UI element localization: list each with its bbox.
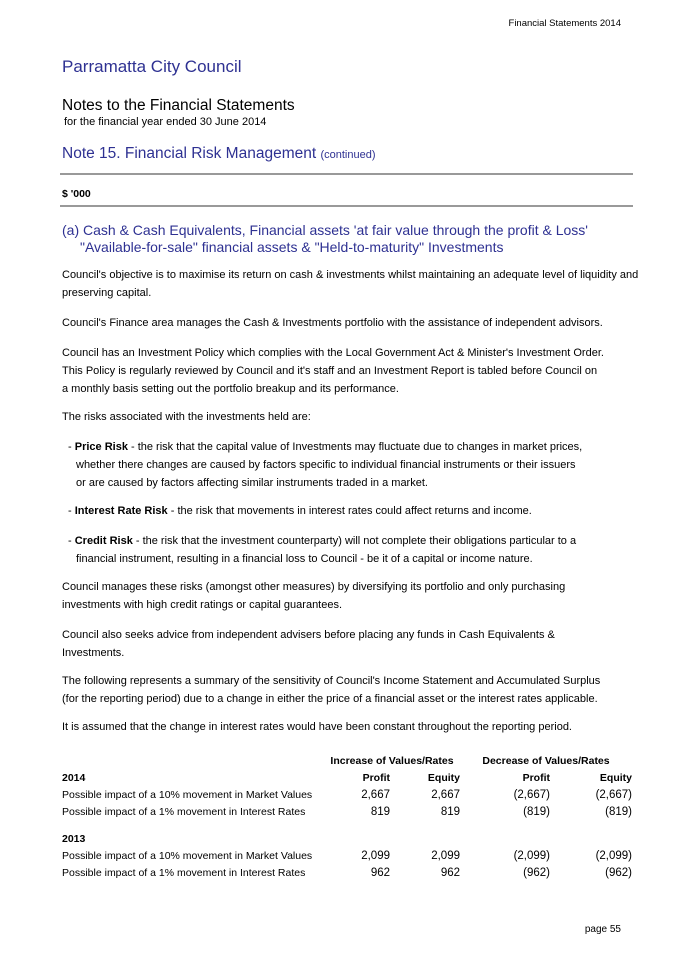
paragraph-sensitivity <box>62 672 642 708</box>
risk-item-price <box>68 438 638 492</box>
col-header-profit: Profit <box>362 771 390 784</box>
paragraph-line: (for the reporting period) due to a change in either the price of a financial asset or the interest rates applicable. <box>62 693 598 705</box>
cell-dec-equity: (2,667) <box>595 788 632 801</box>
note-title-text: Note 15. Financial Risk Management <box>62 145 317 162</box>
cell-inc-profit: 819 <box>370 805 390 818</box>
risk-item-credit <box>68 532 638 568</box>
paragraph-line: investments with high credit ratings or capital guarantees. <box>62 599 343 611</box>
cell-dec-profit: (2,099) <box>513 849 550 862</box>
cell-inc-equity: 819 <box>440 805 460 818</box>
council-name: Parramatta City Council <box>62 57 242 76</box>
risk-line: financial instrument, resulting in a financial loss to Council - be it of a capital or income nature. <box>76 553 533 565</box>
risk-text: - the risk that the capital value of Investments may fluctuate due to changes in market prices, <box>127 441 583 453</box>
paragraph-line: a monthly basis setting out the portfolio breakup and its performance. <box>62 383 399 395</box>
group-increase-header: Increase of Values/Rates <box>330 754 454 767</box>
risk-line: - Price Risk - the risk that the capital value of Investments may fluctuate due to changes in market prices, <box>68 441 583 453</box>
table-row <box>62 864 632 881</box>
risk-term: Price Risk <box>74 441 128 453</box>
risk-item-interest <box>68 502 638 520</box>
row-label: Possible impact of a 1% movement in Interest Rates <box>62 805 306 818</box>
cell-dec-equity: (962) <box>605 866 632 879</box>
year-label: 2013 <box>62 832 86 845</box>
group-decrease-header: Decrease of Values/Rates <box>482 754 610 767</box>
paragraph-risks-intro: The risks associated with the investments held are: <box>62 411 311 423</box>
section-heading <box>62 222 642 256</box>
notes-title: Notes to the Financial Statements <box>62 97 295 114</box>
note-title <box>62 145 376 163</box>
table-group-header-row <box>62 752 632 769</box>
running-header: Financial Statements 2014 <box>508 18 621 29</box>
risk-term: Interest Rate Risk <box>74 505 168 517</box>
cell-inc-profit: 2,667 <box>361 788 390 801</box>
table-spacer-row <box>62 820 632 830</box>
cell-dec-equity: (2,099) <box>595 849 632 862</box>
paragraph-assumption: It is assumed that the change in interest rates would have been constant throughout the reporting period. <box>62 721 572 733</box>
cell-inc-profit: 962 <box>370 866 390 879</box>
col-header-equity: Equity <box>427 771 460 784</box>
paragraph-line: Council also seeks advice from independent advisers before placing any funds in Cash Equivalents & <box>62 629 555 641</box>
notes-subtitle: for the financial year ended 30 June 2014 <box>64 116 267 128</box>
cell-inc-equity: 2,667 <box>431 788 460 801</box>
note-continued: (continued) <box>320 149 376 161</box>
unit-label: $ '000 <box>62 188 91 200</box>
col-header-equity: Equity <box>599 771 632 784</box>
col-header-profit: Profit <box>522 771 550 784</box>
table-year-row <box>62 830 632 847</box>
paragraph-manage-risks <box>62 578 642 614</box>
cell-inc-equity: 962 <box>440 866 460 879</box>
table-row <box>62 803 632 820</box>
cell-inc-equity: 2,099 <box>431 849 460 862</box>
risk-line: or are caused by factors affecting similar instruments traded in a market. <box>76 477 428 489</box>
paragraph-objective: Council's objective is to maximise its return on cash & investments whilst maintaining an adequate level of liquidity and preserving capital. <box>62 269 639 299</box>
risk-line: whether there changes are caused by factors specific to individual financial instruments or their issuers <box>76 459 576 471</box>
cell-inc-profit: 2,099 <box>361 849 390 862</box>
row-label: Possible impact of a 10% movement in Market Values <box>62 788 313 801</box>
paragraph-line: Council manages these risks (amongst other measures) by diversifying its portfolio and only purchasing <box>62 581 566 593</box>
page-number: page 55 <box>584 924 621 935</box>
year-label: 2014 <box>62 771 86 784</box>
cell-dec-profit: (819) <box>523 805 550 818</box>
table-row <box>62 847 632 864</box>
cell-dec-profit: (962) <box>523 866 550 879</box>
row-label: Possible impact of a 1% movement in Interest Rates <box>62 866 306 879</box>
table-row <box>62 786 632 803</box>
risk-line: - Interest Rate Risk - the risk that movements in interest rates could affect returns and income. <box>68 505 532 517</box>
divider-bottom <box>60 205 633 207</box>
cell-dec-profit: (2,667) <box>513 788 550 801</box>
paragraph-line: Council has an Investment Policy which complies with the Local Government Act & Minister's Investment Order. <box>62 347 604 359</box>
section-heading-line1: (a) Cash & Cash Equivalents, Financial assets 'at fair value through the profit & Loss' <box>62 222 588 238</box>
divider-top <box>60 173 633 175</box>
paragraph-investment-policy <box>62 344 642 398</box>
sensitivity-table <box>62 752 632 881</box>
paragraph-line: This Policy is regularly reviewed by Council and it's staff and an Investment Report is tabled before Council on <box>62 365 598 377</box>
row-label: Possible impact of a 10% movement in Market Values <box>62 849 313 862</box>
section-heading-line2: "Available-for-sale" financial assets & "Held-to-maturity" Investments <box>80 239 504 255</box>
risk-term: Credit Risk <box>74 535 133 547</box>
cell-dec-equity: (819) <box>605 805 632 818</box>
risk-text: - the risk that the investment counterparty) will not complete their obligations particular to a <box>132 535 577 547</box>
paragraph-line: The following represents a summary of the sensitivity of Council's Income Statement and Accumulated Surplus <box>62 675 601 687</box>
risk-line: - Credit Risk - the risk that the investment counterparty) will not complete their obligations particular to a <box>68 535 577 547</box>
risk-text: - the risk that movements in interest rates could affect returns and income. <box>167 505 532 517</box>
table-header-row <box>62 769 632 786</box>
paragraph-line: Investments. <box>62 647 125 659</box>
paragraph-finance-area: Council's Finance area manages the Cash & Investments portfolio with the assistance of independent advisors. <box>62 317 603 329</box>
paragraph-advice <box>62 626 642 662</box>
